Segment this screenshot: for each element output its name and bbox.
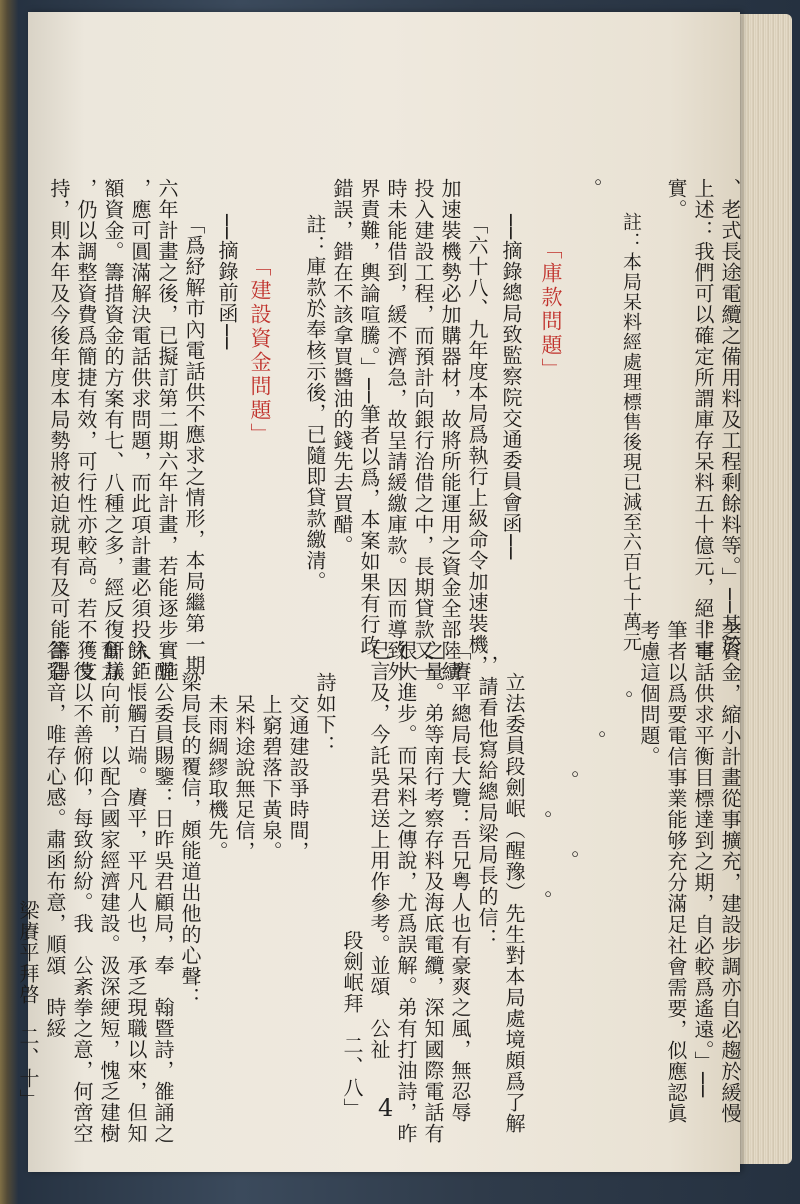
section-heading: 「建設資金問題」 — [248, 255, 272, 447]
text-column: 註：本局呆料經處理標售後現已減至六百七十萬元 — [620, 212, 642, 652]
text-column: 、老式長途電纜之備用料及工程剩餘料等。」──基於 — [718, 178, 742, 657]
text-column: 考慮這個問題。 — [637, 620, 661, 767]
text-column: 餘，悵觸百端。賡平，平凡人也，承乏現職以來，但知 — [124, 640, 148, 1144]
text-column: 筆者以爲要電信事業能够充分滿足社會需要，似應認眞 — [664, 620, 688, 1124]
section-heading: 「庫款問題」 — [539, 238, 563, 382]
text-column: 。 — [610, 690, 634, 711]
text-column: 。 — [556, 850, 580, 871]
text-column: 梁局長的覆信，頗能道出他的心聲： — [178, 672, 202, 1008]
page-number: 4 — [378, 1094, 394, 1122]
text-column: 錯誤，錯在不該拿買醬油的錢先去買醋。 — [330, 178, 354, 556]
text-column: 實。 — [664, 178, 688, 220]
text-column: ，仍以調整資費爲簡捷有效，可行性亦較高。若不獲支 — [74, 178, 98, 682]
text-column: 註：庫款於奉核示後，已隨即貸款繳清。 — [303, 214, 327, 592]
text-column: 額資金。籌措資金的方案有七、八種之多，經反復研議 — [101, 178, 125, 682]
text-column: 很大進步。而呆料之傳說，尤爲誤解。弟有打油詩，昨 — [394, 640, 418, 1144]
text-column: 之資金，縮小計畫從事擴充，建設步調亦自必趨於緩慢 — [718, 620, 742, 1124]
text-column: 投入建設工程，而預計向銀行治借之中，長期貸款又一 — [411, 178, 435, 682]
text-column: 已言及，今託吳君送上用作參考。並頌 公祉 — [367, 640, 391, 1060]
text-column: 。 — [529, 810, 553, 831]
text-column: 「醒公委員賜鑒：日昨吳君顧局，奉 翰暨詩，雒誦之 — [151, 640, 175, 1144]
text-column: 呆料途說無足信， — [232, 694, 256, 862]
text-column: 交通建設爭時間， — [286, 694, 310, 862]
text-column: 段劍岷拜 二、八」 — [340, 930, 364, 1119]
text-column: 持，則本年及今後年度本局勢將被迫就現有及可能籌得 — [47, 178, 71, 682]
text-column: ──摘錄前函── — [215, 214, 239, 351]
text-column: 奮力向前，以配合國家經濟建設。汲深綆短，愧乏建樹 — [97, 640, 121, 1144]
text-column: 「六十八、九年度本局爲執行上級命令加速裝機， — [465, 214, 489, 676]
text-column: 。 — [556, 770, 580, 791]
text-column: 梁賡平拜啓 二、十」 — [16, 900, 40, 1110]
text-column: 。 — [529, 890, 553, 911]
text-column: 。 — [583, 730, 607, 751]
text-column: 。復以不善俯仰，每致紛紛。我 公紊拳之意，何啻空 — [70, 640, 94, 1144]
text-column: 詩如下： — [313, 672, 337, 756]
text-column: 加速裝機勢必加購器材，故將所能運用之資金全部陸續 — [438, 178, 462, 682]
text-column: 「爲紓解市內電話供不應求之情形，本局繼第一期 — [182, 214, 206, 676]
text-column: ，應可圓滿解決電話供求問題，而此項計畫必須投入鉅 — [128, 178, 152, 682]
text-column: 。電話供求平衡目標達到之期，自必較爲遙遠。」── — [691, 620, 715, 1099]
text-column: 界責難，輿論喧騰。」──筆者以爲，本案如果有行政 — [357, 178, 381, 657]
text-column: 之量。弟等南行考察存料及海底電纜，深知國際電話有 — [421, 640, 445, 1144]
text-column: 「賡平總局長大覽：吾兄粤人也有豪爽之風，無忍辱 — [448, 640, 472, 1123]
book-page — [16, 12, 742, 1172]
text-column: ，請看他寫給總局梁局長的信： — [475, 655, 499, 949]
text-column: 六年計畫之後，已擬訂第二期六年計畫，若能逐步實施 — [155, 178, 179, 682]
text-column: 上窮碧落下黃泉。 — [259, 694, 283, 862]
text-column: ──摘錄總局致監察院交通委員會函── — [499, 214, 523, 561]
text-column: 。 — [579, 178, 603, 199]
text-column: 時未能借到，緩不濟急，故呈請緩繳庫款。因而導致外 — [384, 178, 408, 682]
text-column: 立法委員段劍岷（醒豫）先生對本局處境頗爲了解 — [502, 672, 526, 1134]
text-column: 谷跫音，唯存心感。肅函布意，順頌 時綏 — [43, 640, 67, 1039]
text-column: 上述：我們可以確定所謂庫存呆料五十億元，絕非事 — [691, 178, 715, 661]
text-column: 未雨綢繆取機先。 — [205, 694, 229, 862]
